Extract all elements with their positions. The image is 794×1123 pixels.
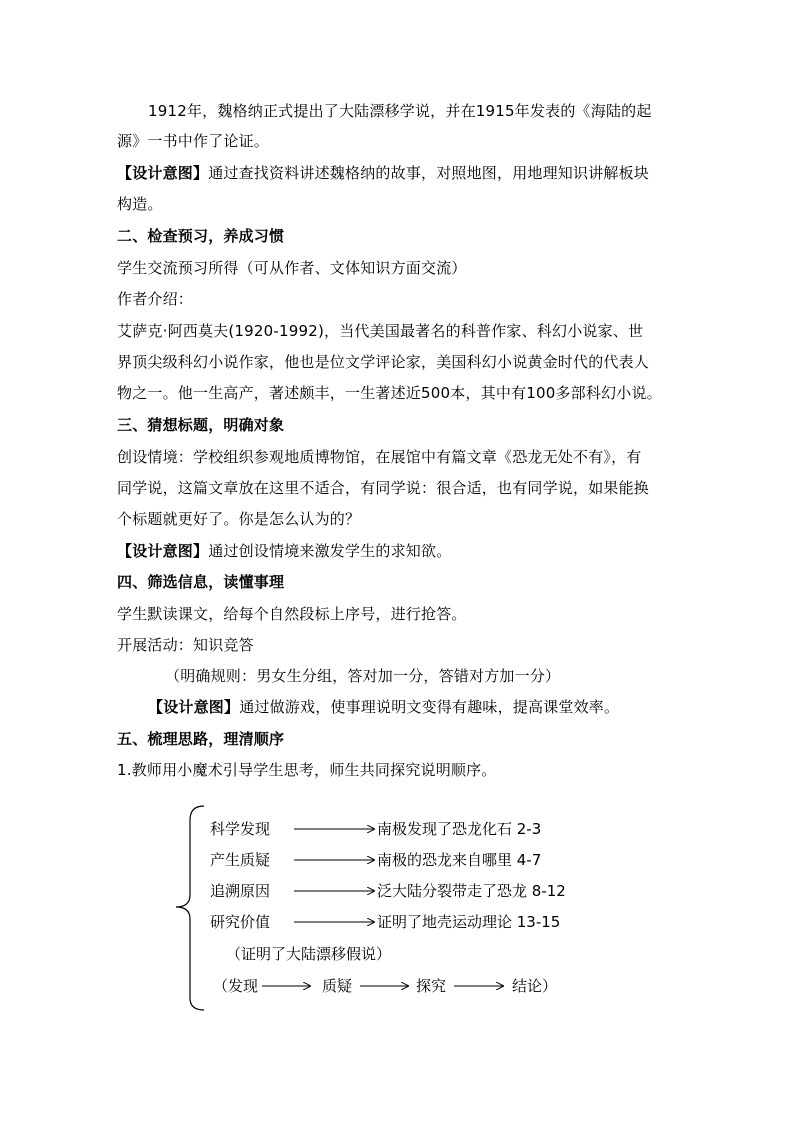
section-heading-3: 三、猜想标题，明确对象 [117, 416, 285, 434]
paragraph-intro-line1: 1912年，魏格纳正式提出了大陆漂移学说，并在1915年发表的《海陆的起 [148, 102, 652, 120]
design-intent-text: 通过创设情境来激发学生的求知欲。 [208, 542, 452, 560]
diagram-row-left: 追溯原因 [210, 882, 271, 900]
paragraph-author-label: 作者介绍： [117, 290, 194, 308]
design-intent-1-line1 [117, 163, 687, 183]
paragraph-author-line1: 艾萨克·阿西莫夫(1920-1992)，当代美国最著名的科普作家、科幻小说家、世 [117, 322, 644, 340]
paragraph-rules: （明确规则：男女生分组，答对加一分，答错对方加一分） [165, 667, 561, 685]
paragraph-preview: 学生交流预习所得（可从作者、文体知识方面交流） [117, 259, 467, 277]
design-intent-text: 通过查找资料讲述魏格纳的故事，对照地图，用地理知识讲解板块 [208, 164, 650, 182]
diagram-note: （证明了大陆漂移假说） [226, 945, 392, 963]
diagram-row-right: 南极发现了恐龙化石 2-3 [377, 820, 542, 838]
left-brace [176, 806, 204, 1010]
diagram-row-left: 产生质疑 [210, 851, 271, 869]
section-heading-5: 五、梳理思路，理清顺序 [117, 730, 285, 748]
section-heading-4: 四、筛选信息，读懂事理 [117, 573, 285, 591]
design-intent-3 [148, 697, 718, 717]
diagram-row-right: 南极的恐龙来自哪里 4-7 [377, 851, 542, 869]
section-heading-2: 二、检查预习，养成习惯 [117, 227, 285, 245]
paragraph-intro-line2: 源》一书中作了论证。 [117, 132, 270, 150]
paragraph-reading: 学生默读课文，给每个自然段标上序号，进行抢答。 [117, 605, 467, 623]
flow-step-discover: （发现 [213, 977, 259, 995]
diagram-row-left: 研究价值 [210, 913, 271, 931]
paragraph-scenario-line2: 同学说，这篇文章放在这里不适合，有同学说：很合适，也有同学说，如果能换 [117, 479, 650, 497]
design-intent-text: 通过做游戏，使事理说明文变得有趣味，提高课堂效率。 [239, 698, 620, 716]
paragraph-author-line3: 物之一。他一生高产，著述颇丰，一生著述近500本，其中有100多部科幻小说。 [117, 384, 662, 402]
design-intent-2 [117, 541, 687, 561]
flow-step-conclusion: 结论） [512, 977, 558, 995]
diagram-row-left: 科学发现 [210, 820, 271, 838]
diagram-row-right: 证明了地壳运动理论 13-15 [377, 913, 561, 931]
paragraph-activity: 开展活动：知识竞答 [117, 636, 254, 654]
diagram-row-right: 泛大陆分裂带走了恐龙 8-12 [377, 882, 566, 900]
paragraph-magic: 1.教师用小魔术引导学生思考，师生共同探究说明顺序。 [117, 761, 497, 779]
design-intent-label: 【设计意图】 [117, 542, 209, 560]
design-intent-label: 【设计意图】 [117, 164, 209, 182]
design-intent-label: 【设计意图】 [148, 698, 240, 716]
flow-step-explore: 探究 [416, 977, 447, 995]
design-intent-1-line2: 构造。 [117, 195, 163, 213]
flow-step-question: 质疑 [322, 977, 353, 995]
paragraph-scenario-line3: 个标题就更好了。你是怎么认为的？ [117, 510, 361, 528]
paragraph-scenario-line1: 创设情境：学校组织参观地质博物馆，在展馆中有篇文章《恐龙无处不有》，有 [117, 448, 642, 466]
paragraph-author-line2: 界顶尖级科幻小说作家，他也是位文学评论家，美国科幻小说黄金时代的代表人 [117, 353, 650, 371]
